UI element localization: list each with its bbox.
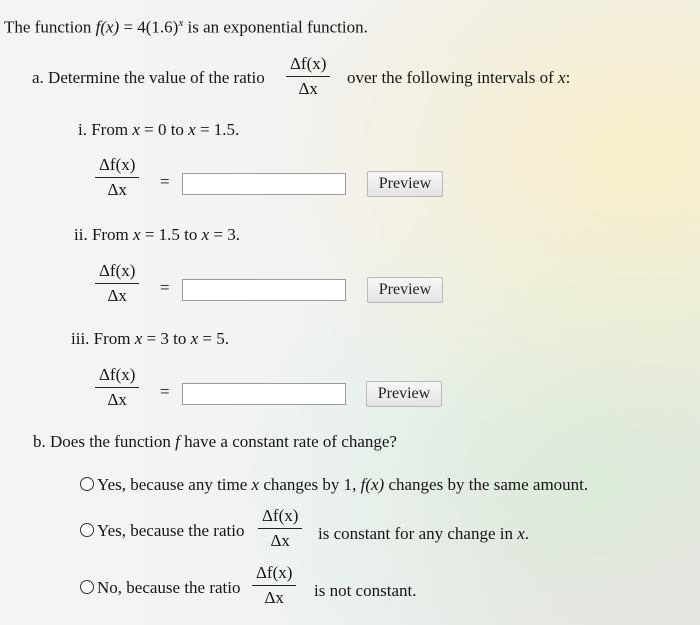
fraction-denominator: Δx [107, 390, 127, 409]
interval-2-label [74, 225, 240, 245]
part-b-question [33, 432, 397, 452]
interval-3-fraction [95, 365, 139, 410]
equals-sign: = [160, 278, 170, 297]
preview-button-3[interactable]: Preview [366, 381, 442, 407]
option-3-label[interactable]: No, because the ratio [97, 578, 241, 597]
ratio-numerator: Δf(x) [290, 54, 327, 73]
part-a-after [347, 68, 570, 88]
part-a-colon: : [565, 68, 571, 87]
interval-2-prefix: ii. From [74, 225, 129, 244]
option-3-radio[interactable] [80, 580, 94, 594]
interval-3-var-a: x [134, 329, 143, 348]
option-2-c: . [524, 524, 530, 543]
option-1-a: Yes, because any time [97, 475, 248, 494]
option-1-label[interactable] [97, 475, 588, 495]
fraction-numerator: Δf(x) [256, 563, 293, 582]
fraction-denominator: Δx [264, 588, 284, 607]
fraction-numerator: Δf(x) [262, 506, 299, 525]
ratio-denominator: Δx [298, 79, 318, 98]
part-a-var: x [558, 68, 566, 87]
fraction-numerator: Δf(x) [99, 365, 136, 384]
part-b-f: f [175, 432, 180, 451]
interval-2-fraction [95, 261, 139, 306]
intro-fx: f(x) [95, 17, 120, 37]
answer-input-2[interactable] [182, 279, 346, 301]
interval-1-end: = 1.5. [195, 120, 240, 139]
interval-2-end: = 3. [209, 225, 241, 244]
equals-sign: = [160, 382, 170, 401]
fraction-numerator: Δf(x) [99, 261, 136, 280]
preview-button-1[interactable]: Preview [367, 171, 443, 197]
intro-exponent: x [178, 17, 184, 29]
equals-sign: = [160, 172, 170, 191]
interval-3-prefix: iii. From [71, 329, 131, 348]
preview-button-2[interactable]: Preview [367, 277, 443, 303]
option-2-var: x [517, 524, 525, 543]
option-2-fraction [258, 506, 302, 551]
part-a-ratio [286, 54, 330, 99]
option-1-var: x [251, 475, 260, 494]
option-1-radio[interactable] [80, 477, 94, 491]
part-b-suffix: have a constant rate of change? [184, 432, 397, 451]
part-a-after-text: over the following intervals of [347, 68, 554, 87]
answer-input-1[interactable] [182, 173, 346, 195]
fraction-numerator: Δf(x) [99, 155, 136, 174]
interval-1-fraction [95, 155, 139, 200]
option-3-tail: is not constant. [314, 581, 417, 600]
interval-1-var-b: x [188, 120, 196, 139]
fraction-denominator: Δx [107, 180, 127, 199]
interval-1-var-a: x [132, 120, 140, 139]
intro-line [4, 13, 368, 38]
interval-3-end: = 5. [198, 329, 230, 348]
interval-1-prefix: i. From [78, 120, 129, 139]
interval-1-mid: = 0 to [139, 120, 189, 139]
answer-input-3[interactable] [182, 383, 346, 405]
intro-suffix: is an exponential function. [183, 17, 368, 37]
intro-eq: = 4(1.6) [119, 17, 179, 37]
intro-prefix: The function [4, 17, 92, 37]
option-2-label[interactable]: Yes, because the ratio [97, 521, 245, 540]
interval-3-label [71, 329, 229, 349]
interval-3-mid: = 3 to [142, 329, 191, 348]
part-b-prefix: b. Does the function [33, 432, 171, 451]
option-1-c: changes by the same amount. [388, 475, 589, 494]
interval-2-var-a: x [133, 225, 141, 244]
option-3-fraction [252, 563, 296, 608]
option-2-b: is constant for any change in [318, 524, 513, 543]
part-a-label: a. Determine the value of the ratio [32, 68, 265, 87]
fraction-denominator: Δx [107, 286, 127, 305]
option-2-radio[interactable] [80, 523, 94, 537]
option-2-tail [318, 524, 529, 544]
interval-1-label [78, 120, 239, 140]
option-1-fx: f(x) [360, 475, 385, 494]
interval-3-var-b: x [190, 329, 199, 348]
option-1-b: changes by 1, [263, 475, 357, 494]
interval-2-var-b: x [201, 225, 210, 244]
interval-2-mid: = 1.5 to [140, 225, 202, 244]
fraction-denominator: Δx [270, 531, 290, 550]
